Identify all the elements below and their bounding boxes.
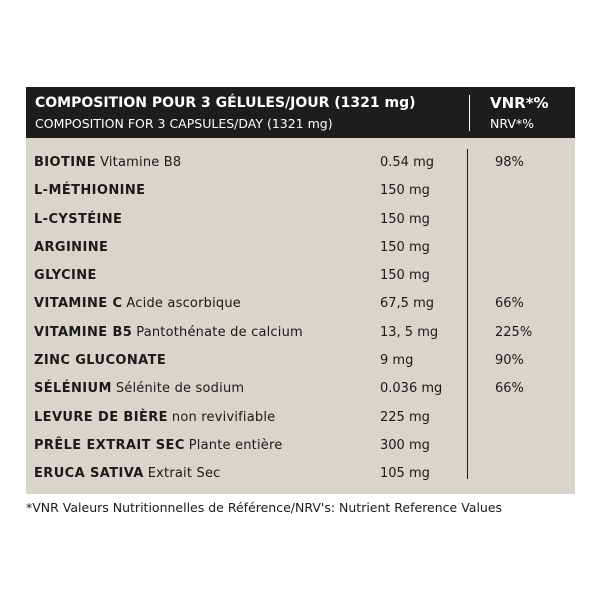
ingredient-name: SÉLÉNIUM bbox=[34, 381, 112, 397]
ingredient-description: Sélénite de sodium bbox=[115, 381, 245, 397]
ingredient-name: VITAMINE C bbox=[34, 296, 123, 312]
ingredient-cell bbox=[34, 212, 122, 227]
table-row bbox=[26, 208, 575, 236]
ingredient-cell bbox=[34, 296, 241, 311]
table-row bbox=[26, 179, 575, 207]
ingredient-description: Acide ascorbique bbox=[126, 296, 241, 312]
table-row bbox=[26, 292, 575, 320]
ingredient-name: PRÊLE EXTRAIT SEC bbox=[34, 437, 185, 453]
ingredient-cell bbox=[34, 410, 275, 425]
table-row bbox=[26, 349, 575, 377]
ingredient-vnr-percent: 90% bbox=[495, 353, 524, 369]
ingredient-quantity: 9 mg bbox=[380, 353, 414, 369]
composition-table bbox=[26, 87, 575, 494]
ingredient-quantity: 150 mg bbox=[380, 183, 430, 199]
ingredient-description: non revivifiable bbox=[171, 409, 276, 425]
ingredient-cell bbox=[34, 155, 181, 170]
table-row bbox=[26, 462, 575, 490]
ingredient-quantity: 13, 5 mg bbox=[380, 324, 439, 340]
ingredient-quantity: 67,5 mg bbox=[380, 296, 434, 312]
ingredient-vnr-percent: 66% bbox=[495, 381, 524, 397]
header-title-fr: COMPOSITION POUR 3 GÉLULES/JOUR (1321 mg) bbox=[35, 95, 416, 111]
ingredient-cell bbox=[34, 240, 108, 255]
ingredient-name: L-MÉTHIONINE bbox=[34, 183, 146, 199]
ingredient-cell bbox=[34, 325, 303, 340]
ingredient-vnr-percent: 66% bbox=[495, 296, 524, 312]
ingredient-cell bbox=[34, 268, 97, 283]
ingredient-vnr-percent: 98% bbox=[495, 155, 524, 170]
ingredient-cell bbox=[34, 353, 166, 368]
ingredient-description: Plante entière bbox=[188, 437, 283, 453]
ingredient-quantity: 150 mg bbox=[380, 239, 430, 255]
ingredient-cell bbox=[34, 438, 282, 453]
ingredient-quantity: 105 mg bbox=[380, 466, 430, 482]
header-vnr-label: VNR*% bbox=[490, 94, 549, 112]
table-row bbox=[26, 151, 575, 179]
ingredient-quantity: 150 mg bbox=[380, 268, 430, 284]
ingredient-name: ARGININE bbox=[34, 239, 109, 255]
ingredient-quantity: 225 mg bbox=[380, 409, 430, 425]
header-divider bbox=[469, 95, 470, 131]
table-row bbox=[26, 406, 575, 434]
ingredient-quantity: 150 mg bbox=[380, 211, 430, 227]
ingredient-description: Extrait Sec bbox=[147, 466, 221, 482]
ingredient-name: L-CYSTÉINE bbox=[34, 211, 123, 227]
table-row bbox=[26, 321, 575, 349]
ingredient-description: Vitamine B8 bbox=[100, 155, 182, 170]
ingredient-cell bbox=[34, 381, 244, 396]
ingredient-name: BIOTINE bbox=[34, 155, 97, 170]
ingredient-name: GLYCINE bbox=[34, 268, 97, 284]
header-nrv-label: NRV*% bbox=[490, 116, 535, 131]
ingredient-quantity: 0.54 mg bbox=[380, 155, 434, 170]
ingredient-cell bbox=[34, 466, 221, 481]
ingredient-name: ZINC GLUCONATE bbox=[34, 353, 167, 369]
footnote: *VNR Valeurs Nutritionnelles de Référence/NRV's: Nutrient Reference Values bbox=[26, 500, 503, 515]
ingredient-name: ERUCA SATIVA bbox=[34, 466, 144, 482]
ingredient-name: LEVURE DE BIÈRE bbox=[34, 409, 168, 425]
ingredient-description: Pantothénate de calcium bbox=[136, 324, 303, 340]
table-row bbox=[26, 236, 575, 264]
header-title-en: COMPOSITION FOR 3 CAPSULES/DAY (1321 mg) bbox=[35, 116, 333, 131]
table-header bbox=[26, 87, 575, 138]
ingredient-vnr-percent: 225% bbox=[495, 324, 533, 340]
table-row bbox=[26, 264, 575, 292]
table-body bbox=[26, 151, 575, 491]
table-row bbox=[26, 377, 575, 405]
ingredient-quantity: 300 mg bbox=[380, 437, 430, 453]
ingredient-cell bbox=[34, 183, 145, 198]
ingredient-name: VITAMINE B5 bbox=[34, 324, 133, 340]
table-row bbox=[26, 434, 575, 462]
ingredient-quantity: 0.036 mg bbox=[380, 381, 443, 397]
